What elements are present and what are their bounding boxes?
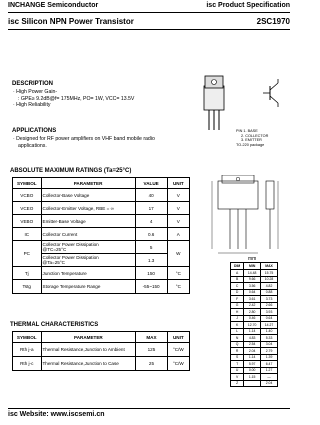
table-row [13, 357, 190, 371]
pin-list [236, 129, 268, 147]
dim-cell: H [231, 309, 244, 316]
header-rule-top [8, 12, 290, 13]
min-cell: 0.46 [244, 315, 261, 322]
description-item: · High Reliability [13, 102, 51, 108]
max-cell: 6.47 [261, 361, 278, 368]
abs-max-heading: ABSOLUTE MAXIMUM RATINGS (Ta=25°C) [10, 168, 132, 174]
max-cell: 0.64 [261, 315, 278, 322]
max-cell: 5.33 [261, 335, 278, 342]
table-row [13, 189, 190, 202]
unit-cell: A [167, 228, 189, 241]
unit-cell: V [167, 189, 189, 202]
parameter-cell [41, 241, 135, 254]
dim-cell: J [231, 315, 244, 322]
unit-cell: °C/W [167, 343, 189, 357]
unit-cell: W [167, 241, 189, 267]
max-cell: 1.40 [261, 328, 278, 335]
value-cell: 4 [135, 215, 167, 228]
value-cell: 150 [135, 267, 167, 280]
unit-cell: °C/W [167, 357, 189, 371]
table-row [13, 215, 190, 228]
dim-cell: U [231, 367, 244, 374]
symbol-cell: PC [13, 241, 42, 267]
value-cell: 40 [135, 189, 167, 202]
column-header: SYMBOL [13, 332, 42, 343]
dim-cell: C [231, 283, 244, 290]
min-cell: 12.70 [244, 322, 261, 329]
max-cell: 2.66 [261, 302, 278, 309]
application-item: · Designed for RF power amplifiers on VHF band mobile radio [13, 136, 155, 142]
value-cell: 1.3 [135, 254, 167, 267]
table-row [13, 241, 190, 254]
column-header: DIM [231, 263, 244, 270]
parameter-cell: Storage Temperature Range [41, 280, 135, 294]
footer-rule [8, 408, 290, 409]
description-list [13, 89, 163, 109]
parameter-line: Collector Power Dissipation [42, 255, 99, 260]
min-cell: 5.97 [244, 361, 261, 368]
table-row [13, 202, 190, 215]
to220-package-image [196, 74, 252, 136]
table-row [13, 267, 190, 280]
dim-cell: Z [231, 380, 244, 387]
dim-cell: B [231, 276, 244, 283]
column-header: UNIT [167, 178, 189, 189]
dimension-unit: mm [248, 256, 257, 262]
symbol-cell: VEBO [13, 215, 42, 228]
dim-cell: T [231, 361, 244, 368]
max-cell: — [261, 374, 278, 381]
value-cell: -55~150 [135, 280, 167, 294]
dimensions-table [230, 262, 278, 387]
pin-label: PIN 1. BASE [236, 129, 258, 133]
dim-cell: D [231, 289, 244, 296]
column-header: UNIT [167, 332, 189, 343]
dim-cell: N [231, 335, 244, 342]
unit-cell: °C [167, 267, 189, 280]
min-cell: 1.14 [244, 328, 261, 335]
min-cell: 3.61 [244, 296, 261, 303]
unit-cell: V [167, 215, 189, 228]
dim-cell: L [231, 328, 244, 335]
column-header: SYMBOL [13, 178, 42, 189]
symbol-cell: IC [13, 228, 42, 241]
min-cell: 0.00 [244, 367, 261, 374]
min-cell: 2.54 [244, 341, 261, 348]
thermal-heading: THERMAL CHARACTERISTICS [10, 322, 99, 328]
min-cell: 9.66 [244, 276, 261, 283]
parameter-condition: @TC=25°C [42, 247, 67, 252]
description-item: : GPE≥ 9.2dB@f= 175MHz, PO= 1W, VCC= 13.5V [18, 95, 135, 102]
symbol-cell: VCBO [13, 189, 42, 202]
description-heading: DESCRIPTION [12, 81, 54, 87]
applications-list [13, 136, 183, 149]
table-row [13, 228, 190, 241]
dim-cell: K [231, 322, 244, 329]
table-row [13, 343, 190, 357]
table-row [231, 380, 278, 387]
value-cell: 125 [136, 343, 167, 357]
max-cell: 4.82 [261, 283, 278, 290]
column-header: MAX [136, 332, 167, 343]
dim-cell: Q [231, 341, 244, 348]
symbol-cell: Tj [13, 267, 42, 280]
unit-cell: V [167, 202, 189, 215]
parameter-cell [41, 254, 135, 267]
product-title: isc Silicon NPN Power Transistor [8, 17, 134, 26]
parameter-cell: Collector-Base Voltage [41, 189, 135, 202]
min-cell: 3.56 [244, 283, 261, 290]
npn-symbol-icon [262, 78, 284, 108]
min-cell: 2.80 [244, 309, 261, 316]
max-cell: 1.27 [261, 367, 278, 374]
symbol-cell: Rth j-a [13, 343, 42, 357]
value-cell: 0.6 [135, 228, 167, 241]
value-cell: 5 [135, 241, 167, 254]
parameter-cell: Collector-Emitter Voltage, RBE = ∞ [41, 202, 135, 215]
min-cell: 0.64 [244, 289, 261, 296]
pin-label: 3. EMITTER [241, 138, 262, 142]
unit-cell: °C [167, 280, 189, 294]
parameter-cell: Thermal Resistance,Junction to Ambient [41, 343, 136, 357]
application-item: applications. [18, 142, 47, 149]
description-item: · High Power Gain- [13, 89, 58, 95]
parameter-cell: Emitter-Base Voltage [41, 215, 135, 228]
table-row [13, 280, 190, 294]
dim-cell: A [231, 270, 244, 277]
symbol-cell: Rth j-c [13, 357, 42, 371]
dim-cell: F [231, 296, 244, 303]
parameter-cell: Thermal Resistance,Junction to Case [41, 357, 136, 371]
column-header: VALUE [135, 178, 167, 189]
symbol-cell: Tstg [13, 280, 42, 294]
dim-cell: G [231, 302, 244, 309]
column-header: PARAMETER [41, 178, 135, 189]
max-cell: 0.88 [261, 289, 278, 296]
pin-label: 2. COLLECTOR [241, 133, 269, 138]
parameter-condition: @Ta=25°C [42, 260, 65, 265]
dim-cell: V [231, 374, 244, 381]
min-cell: 14.48 [244, 270, 261, 277]
outline-drawing [208, 175, 292, 255]
max-cell: 10.28 [261, 276, 278, 283]
applications-heading: APPLICATIONS [12, 128, 57, 134]
max-cell: 15.75 [261, 270, 278, 277]
max-cell: 3.73 [261, 296, 278, 303]
footer-website: isc Website: www.iscsemi.cn [8, 411, 105, 418]
max-cell: 2.79 [261, 348, 278, 355]
parameter-cell: Junction Temperature [41, 267, 135, 280]
value-cell: 25 [136, 357, 167, 371]
min-cell: 1.14 [244, 354, 261, 361]
max-cell: 3.93 [261, 309, 278, 316]
column-header: MIN [244, 263, 261, 270]
min-cell: 2.42 [244, 302, 261, 309]
min-cell: 2.04 [244, 348, 261, 355]
company-name: INCHANGE Semiconductor [8, 2, 99, 9]
dim-cell: S [231, 354, 244, 361]
column-header: PARAMETER [41, 332, 136, 343]
min-cell: 1.15 [244, 374, 261, 381]
max-cell: 2.04 [261, 380, 278, 387]
min-cell [244, 380, 261, 387]
spec-title: isc Product Specification [206, 2, 290, 9]
max-cell: 3.04 [261, 341, 278, 348]
max-cell: 14.27 [261, 322, 278, 329]
abs-max-table [12, 177, 190, 294]
column-header: MAX [261, 263, 278, 270]
thermal-table [12, 331, 190, 371]
dim-cell: R [231, 348, 244, 355]
min-cell: 4.83 [244, 335, 261, 342]
part-number: 2SC1970 [256, 17, 290, 26]
parameter-line: Collector Power Dissipation [42, 242, 99, 247]
parameter-cell: Collector Current [41, 228, 135, 241]
value-cell: 17 [135, 202, 167, 215]
package-name: TO-220 package [236, 142, 265, 147]
symbol-cell: VCEO [13, 202, 42, 215]
header-rule-bottom [8, 29, 290, 30]
max-cell: 1.39 [261, 354, 278, 361]
